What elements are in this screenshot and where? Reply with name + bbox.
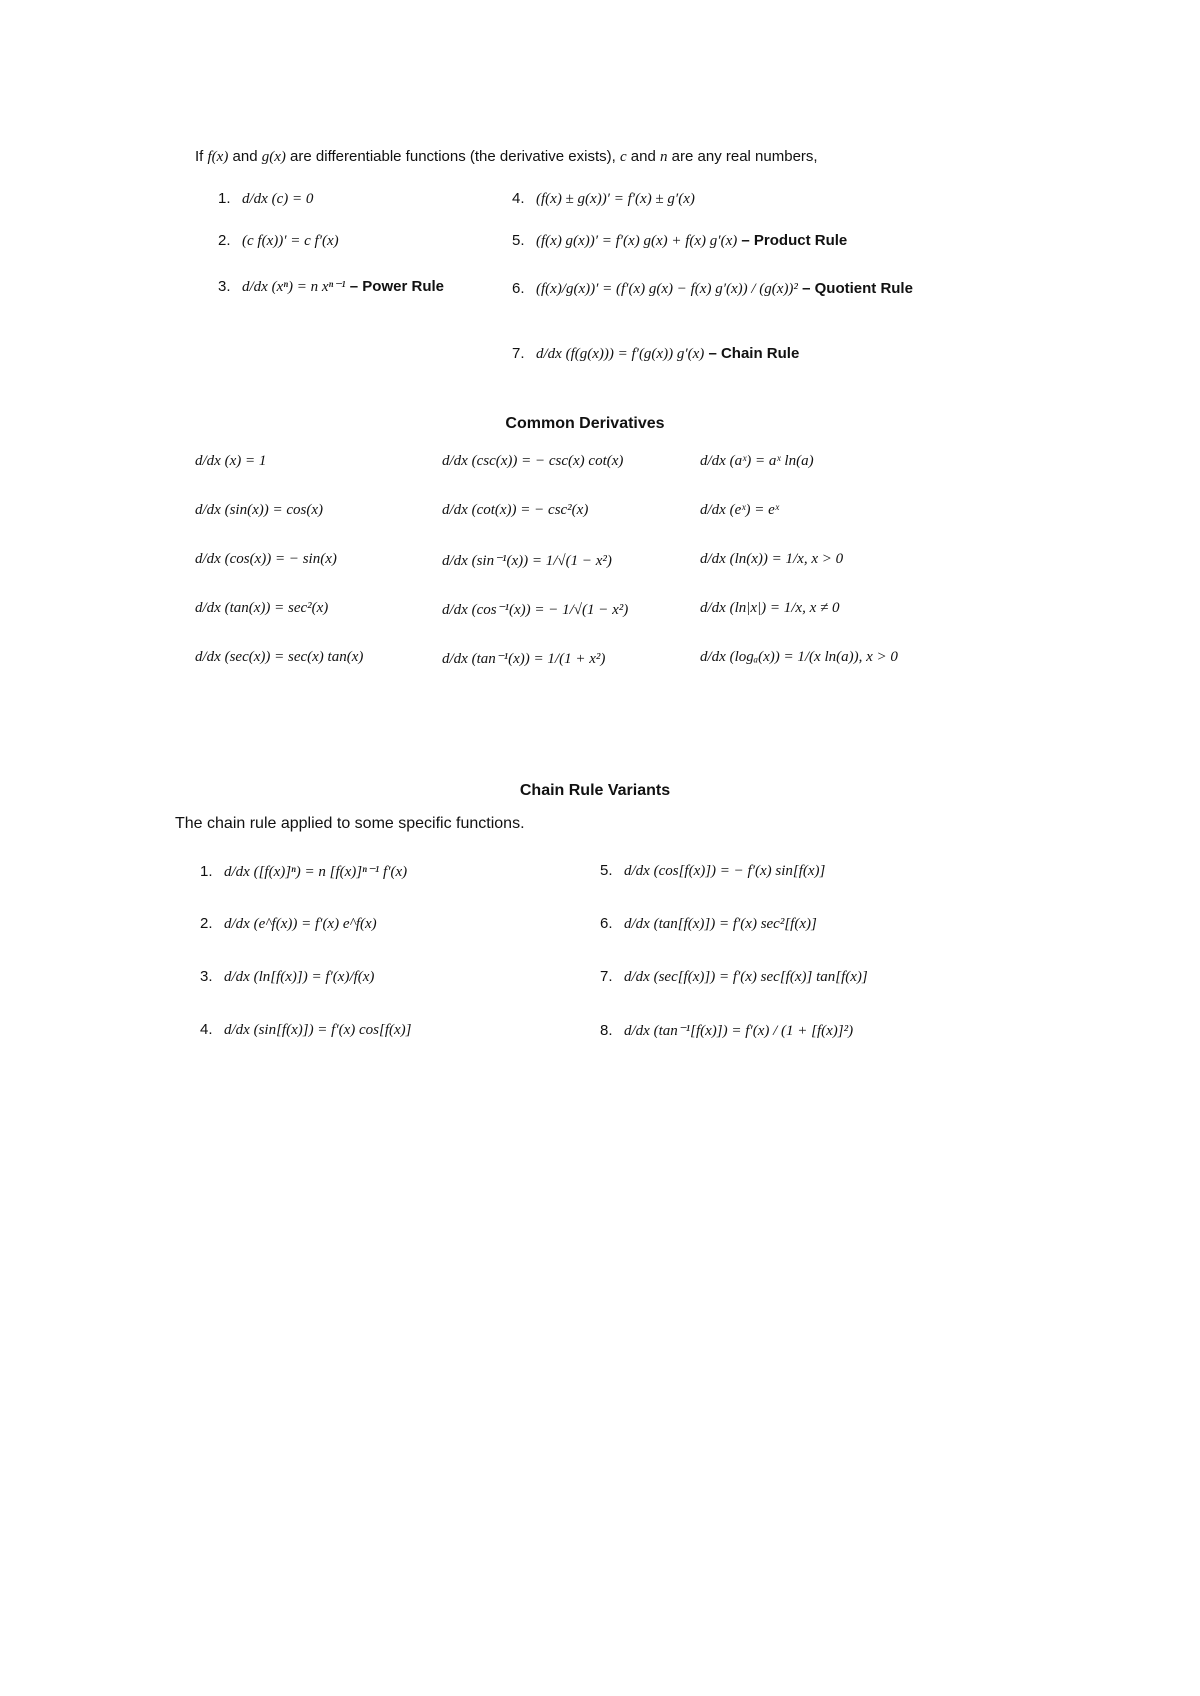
rule-number: 6. (512, 280, 525, 297)
rule-expression: d/dx (f(g(x))) = f′(g(x)) g′(x) (536, 346, 705, 362)
variant-expression: d/dx (sin[f(x)]) = f′(x) cos[f(x)] (224, 1022, 412, 1038)
rule-7 (512, 345, 799, 363)
intro-f: f(x) (207, 149, 229, 165)
rule-4 (512, 190, 695, 208)
cd-col3-row3: d/dx (ln(x)) = 1/x, x > 0 (700, 551, 844, 567)
variant-number: 2. (200, 915, 213, 932)
variant-number: 8. (600, 1022, 613, 1039)
cd-col1-row3: d/dx (cos(x)) = − sin(x) (195, 551, 337, 567)
intro-c: c (619, 149, 627, 165)
chain-rule-subtitle: The chain rule applied to some specific functions. (175, 815, 525, 832)
cd-col1-row4: d/dx (tan(x)) = sec²(x) (195, 600, 329, 616)
chain-variant-8 (600, 1021, 853, 1040)
rule-expression: (f(x)/g(x))′ = (f′(x) g(x) − f(x) g′(x)) / (g(x))² (536, 281, 798, 297)
rule-6 (512, 280, 913, 298)
chain-variant-1 (200, 862, 407, 881)
variant-expression: d/dx (sec[f(x)]) = f′(x) sec[f(x)] tan[f(x)] (624, 969, 868, 985)
chain-variant-2 (200, 915, 377, 933)
intro-prefix: If (195, 148, 204, 165)
rule-name: – Product Rule (741, 232, 848, 249)
rule-expression: (f(x) ± g(x))′ = f′(x) ± g′(x) (536, 191, 695, 207)
intro-suffix: are any real numbers, (671, 148, 818, 165)
cd-col3-row1: d/dx (aˣ) = aˣ ln(a) (700, 453, 814, 469)
cd-col1-row2: d/dx (sin(x)) = cos(x) (195, 502, 323, 518)
rule-5 (512, 232, 847, 250)
variant-number: 5. (600, 862, 613, 879)
cd-col2-row3: d/dx (sin⁻¹(x)) = 1/√(1 − x²) (442, 553, 612, 569)
rule-name: – Quotient Rule (802, 280, 913, 297)
rule-1 (218, 190, 313, 208)
chain-variant-5 (600, 862, 825, 880)
variant-expression: d/dx (tan[f(x)]) = f′(x) sec²[f(x)] (624, 916, 817, 932)
rule-2 (218, 232, 339, 250)
cd-col3-row2: d/dx (eˣ) = eˣ (700, 502, 779, 518)
variant-number: 6. (600, 915, 613, 932)
cd-col3-row4: d/dx (ln|x|) = 1/x, x ≠ 0 (700, 600, 840, 616)
rule-expression: (c f(x))′ = c f′(x) (242, 233, 339, 249)
cd-col1-row1: d/dx (x) = 1 (195, 453, 267, 469)
variant-number: 1. (200, 863, 213, 880)
rule-name: – Power Rule (349, 278, 444, 295)
variant-number: 3. (200, 968, 213, 985)
cd-col2-row4: d/dx (cos⁻¹(x)) = − 1/√(1 − x²) (442, 602, 629, 618)
chain-variant-6 (600, 915, 817, 933)
variant-expression: d/dx (tan⁻¹[f(x)]) = f′(x) / (1 + [f(x)]²) (624, 1023, 854, 1039)
variant-expression: d/dx ([f(x)]ⁿ) = n [f(x)]ⁿ⁻¹ f′(x) (224, 864, 408, 880)
rule-number: 4. (512, 190, 525, 207)
intro-g: g(x) (261, 149, 286, 165)
variant-number: 7. (600, 968, 613, 985)
variant-number: 4. (200, 1021, 213, 1038)
chain-rule-variants-heading: Chain Rule Variants (519, 782, 671, 799)
intro-middle: are differentiable functions (the derivative exists), (290, 148, 616, 165)
chain-variant-3 (200, 968, 374, 986)
rule-3 (218, 277, 444, 296)
rule-number: 5. (512, 232, 525, 249)
cd-col2-row5: d/dx (tan⁻¹(x)) = 1/(1 + x²) (442, 651, 606, 667)
rule-number: 1. (218, 190, 231, 207)
rule-number: 7. (512, 345, 525, 362)
intro-and1: and (232, 148, 258, 165)
intro-and2: and (630, 148, 656, 165)
rule-expression: d/dx (xⁿ) = n xⁿ⁻¹ (242, 279, 346, 295)
chain-variant-7 (600, 968, 868, 986)
cd-col2-row2: d/dx (cot(x)) = − csc²(x) (442, 502, 589, 518)
common-derivatives-heading: Common Derivatives (505, 415, 665, 432)
intro-line (195, 148, 818, 166)
variant-expression: d/dx (cos[f(x)]) = − f′(x) sin[f(x)] (624, 863, 826, 879)
rule-number: 2. (218, 232, 231, 249)
cd-col2-row1: d/dx (csc(x)) = − csc(x) cot(x) (442, 453, 624, 469)
variant-expression: d/dx (ln[f(x)]) = f′(x)/f(x) (224, 969, 375, 985)
rule-expression: d/dx (c) = 0 (242, 191, 314, 207)
variant-expression: d/dx (e^f(x)) = f′(x) e^f(x) (224, 916, 377, 932)
rule-number: 3. (218, 278, 231, 295)
cd-col3-row5: d/dx (logₐ(x)) = 1/(x ln(a)), x > 0 (700, 649, 898, 665)
rule-expression: (f(x) g(x))′ = f′(x) g(x) + f(x) g′(x) (536, 233, 738, 249)
rule-name: – Chain Rule (708, 345, 800, 362)
cd-col1-row5: d/dx (sec(x)) = sec(x) tan(x) (195, 649, 364, 665)
intro-n: n (660, 149, 668, 165)
chain-variant-4 (200, 1021, 412, 1039)
